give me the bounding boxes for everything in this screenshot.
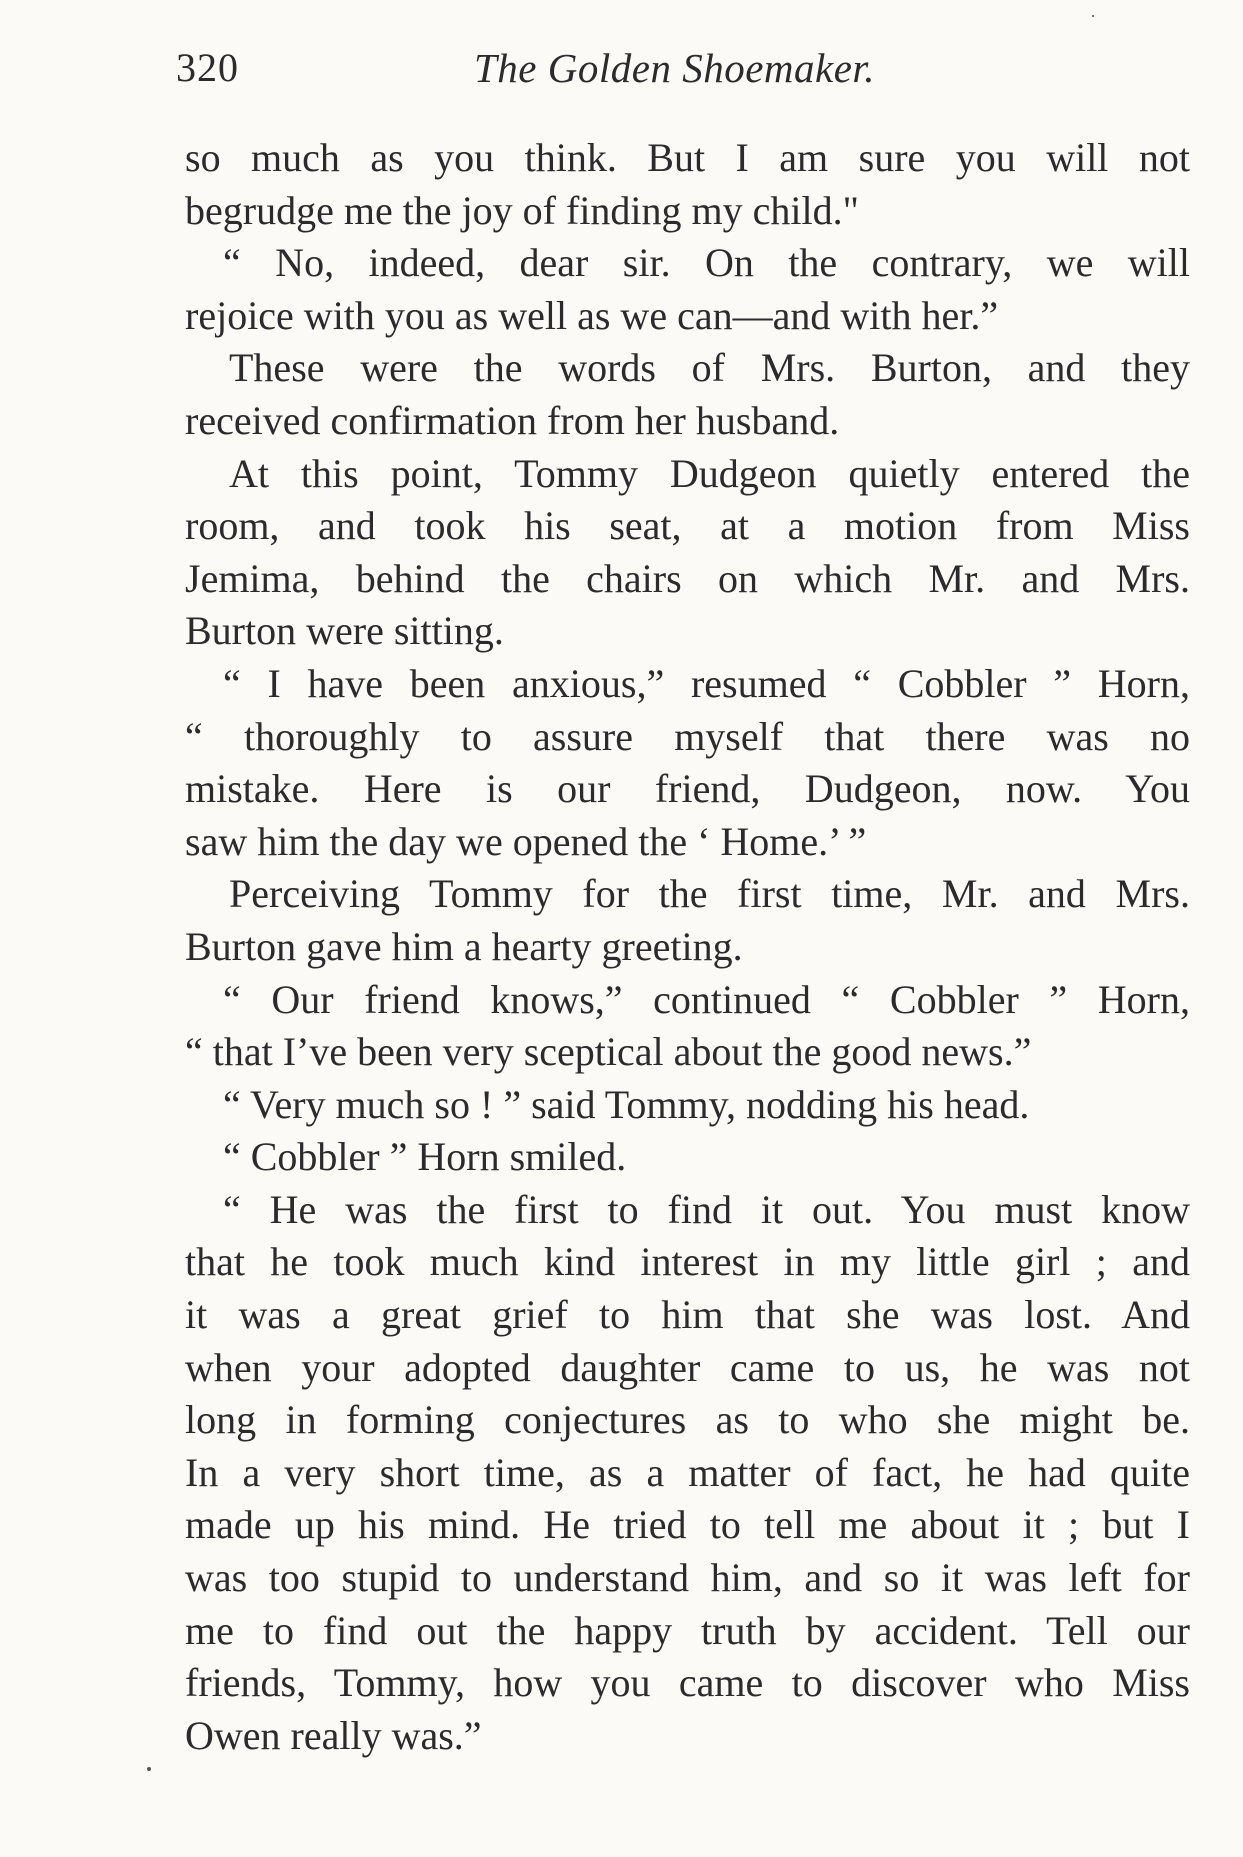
text-line: mistake. Here is our friend, Dudgeon, now. You <box>185 766 1190 812</box>
running-head <box>176 38 1188 98</box>
text-line: At this point, Tommy Dudgeon quietly entered the <box>229 450 1190 496</box>
text-line: “ Cobbler ” Horn smiled. <box>223 1134 627 1180</box>
text-line: friends, Tommy, how you came to discover who Miss <box>185 1660 1190 1706</box>
ink-speck <box>147 1767 151 1771</box>
text-line: Burton gave him a hearty greeting. <box>185 923 743 969</box>
text-line: “ Very much so ! ” said Tommy, nodding his head. <box>223 1081 1030 1127</box>
text-line: In a very short time, as a matter of fact, he had quite <box>185 1449 1190 1495</box>
text-line: rejoice with you as well as we can—and with her.” <box>185 292 999 338</box>
text-line: made up his mind. He tried to tell me about it ; but I <box>185 1502 1190 1548</box>
text-line: Jemima, behind the chairs on which Mr. and Mrs. <box>185 555 1190 601</box>
text-line: “ thoroughly to assure myself that there was no <box>185 713 1190 759</box>
text-line: These were the words of Mrs. Burton, and they <box>229 345 1190 391</box>
text-line: Perceiving Tommy for the first time, Mr. and Mrs. <box>229 871 1190 917</box>
text-line: me to find out the happy truth by accident. Tell our <box>185 1607 1190 1653</box>
text-line: “ that I’ve been very sceptical about the good news.” <box>185 1029 1032 1075</box>
body-text <box>185 132 1190 1762</box>
text-line: it was a great grief to him that she was lost. And <box>185 1292 1190 1338</box>
text-line: room, and took his seat, at a motion from Miss <box>185 503 1190 549</box>
running-title: The Golden Shoemaker. <box>474 45 876 91</box>
text-line: saw him the day we opened the ‘ Home.’ ” <box>185 818 867 864</box>
text-line: “ He was the first to find it out. You must know <box>223 1186 1190 1232</box>
text-line: “ Our friend knows,” continued “ Cobbler ” Horn, <box>223 976 1190 1022</box>
text-line: long in forming conjectures as to who she might be. <box>185 1397 1190 1443</box>
ink-speck <box>1092 15 1094 17</box>
text-line: begrudge me the joy of finding my child." <box>185 187 859 233</box>
text-line: was too stupid to understand him, and so it was left for <box>185 1555 1190 1601</box>
text-line: that he took much kind interest in my little girl ; and <box>185 1239 1190 1285</box>
text-line: Burton were sitting. <box>185 608 504 654</box>
text-line: when your adopted daughter came to us, he was not <box>185 1344 1190 1390</box>
text-line: received confirmation from her husband. <box>185 397 840 443</box>
text-line: Owen really was.” <box>185 1712 482 1758</box>
text-line: “ No, indeed, dear sir. On the contrary, we will <box>223 240 1190 286</box>
text-line: so much as you think. But I am sure you will not <box>185 135 1190 180</box>
text-line: “ I have been anxious,” resumed “ Cobbler ” Horn, <box>223 660 1190 706</box>
page-number: 320 <box>176 45 239 90</box>
